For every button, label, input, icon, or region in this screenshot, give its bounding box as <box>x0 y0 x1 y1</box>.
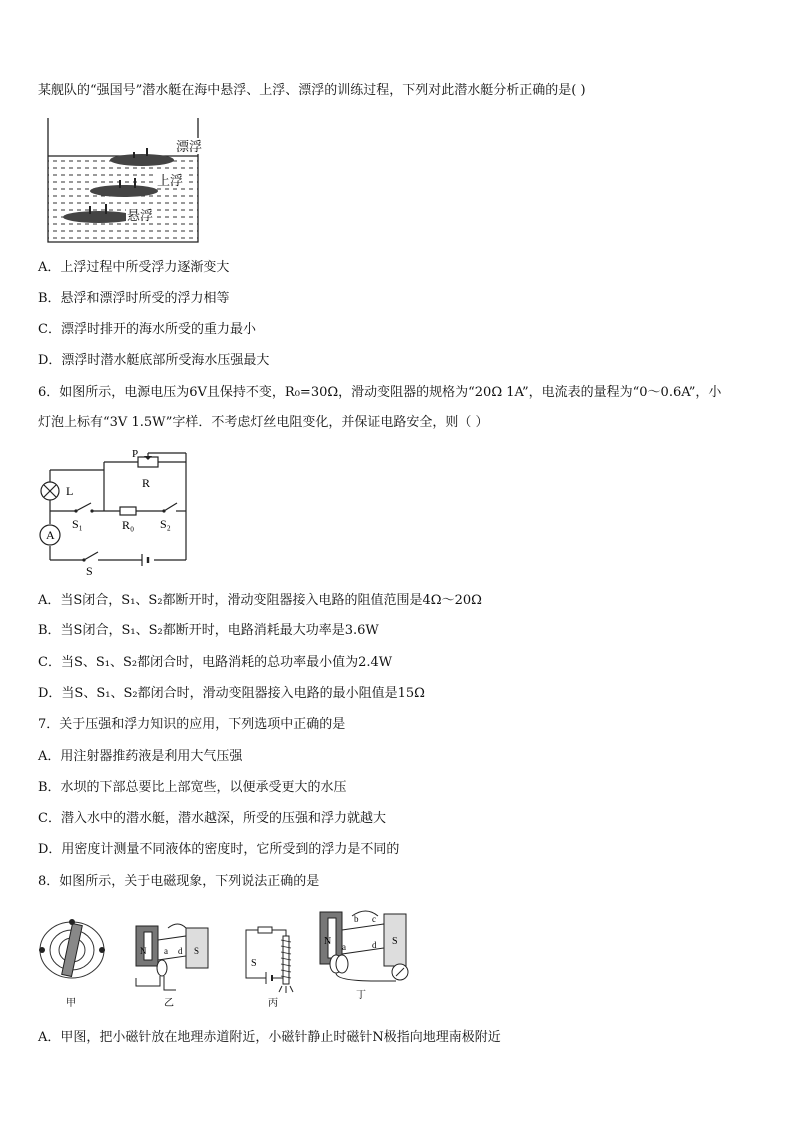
label-ding: 丁 <box>356 990 366 1001</box>
label-bing: 丙 <box>268 998 278 1009</box>
svg-text:d: d <box>372 940 377 950</box>
q7-stem: 7．关于压强和浮力知识的应用，下列选项中正确的是 <box>38 717 346 732</box>
q6-option-d: D．当S、S₁、S₂都闭合时，滑动变阻器接入电路的最小阻值是15Ω <box>38 686 425 701</box>
submarine-suspended <box>63 211 135 223</box>
label-jia: 甲 <box>66 998 76 1009</box>
svg-text:N: N <box>324 936 332 947</box>
svg-text:a: a <box>164 946 168 956</box>
figure-yi <box>136 924 208 1009</box>
circuit-figure <box>36 448 196 578</box>
label-rise: 上浮 <box>157 173 184 188</box>
q5-option-b: B．悬浮和漂浮时所受的浮力相等 <box>38 291 230 306</box>
q6-stem-line2: 灯泡上标有“3V 1.5W”字样．不考虑灯丝电阻变化，并保证电路安全，则（ ） <box>38 415 489 430</box>
label-r: R <box>142 476 151 490</box>
q6-option-b: B．当S闭合，S₁、S₂都断开时，电路消耗最大功率是3.6W <box>38 623 379 638</box>
svg-text:S: S <box>194 946 200 956</box>
svg-text:b: b <box>354 914 359 924</box>
figure-jia <box>39 919 105 1009</box>
svg-text:S: S <box>251 958 257 969</box>
label-a: A <box>46 528 55 542</box>
q6-option-a: A．当S闭合，S₁、S₂都断开时，滑动变阻器接入电路的阻值范围是4Ω～20Ω <box>38 593 482 608</box>
submarine-figure <box>44 116 204 246</box>
switch-s2 <box>164 503 177 511</box>
electromagnetism-figures <box>36 906 416 1014</box>
label-r0: R₀ <box>122 518 135 532</box>
switch-s <box>84 552 98 560</box>
submarine-rising <box>90 185 158 197</box>
q7-option-a: A．用注射器推药液是利用大气压强 <box>38 749 243 764</box>
q6-option-c: C．当S、S₁、S₂都闭合时，电路消耗的总功率最小值为2.4W <box>38 655 393 670</box>
svg-text:N: N <box>140 946 147 956</box>
svg-text:a: a <box>342 942 346 952</box>
q7-option-c: C．潜入水中的潜水艇，潜水越深，所受的压强和浮力就越大 <box>38 811 386 826</box>
figure-bing <box>246 927 293 1009</box>
label-l: L <box>66 484 74 498</box>
q8-option-a: A．甲图，把小磁针放在地理赤道附近，小磁针静止时磁针N极指向地理南极附近 <box>38 1030 501 1045</box>
submarine-floating <box>110 154 174 166</box>
q5-stem: 某舰队的“强国号”潜水艇在海中悬浮、上浮、漂浮的训练过程，下列对此潜水艇分析正确的是( ) <box>38 83 586 98</box>
label-float: 漂浮 <box>176 139 203 154</box>
svg-text:d: d <box>178 946 183 956</box>
q5-option-a: A．上浮过程中所受浮力逐渐变大 <box>38 260 230 275</box>
label-p: P <box>132 448 139 460</box>
svg-text:S: S <box>392 936 398 947</box>
switch-s1 <box>76 503 91 511</box>
svg-text:c: c <box>372 914 376 924</box>
label-s: S <box>86 564 93 578</box>
label-suspend: 悬浮 <box>127 208 154 223</box>
figure-ding <box>320 911 408 1001</box>
q7-option-d: D．用密度计测量不同液体的密度时，它所受到的浮力是不同的 <box>38 842 400 857</box>
q7-option-b: B．水坝的下部总要比上部宽些，以便承受更大的水压 <box>38 780 347 795</box>
label-yi: 乙 <box>164 998 174 1009</box>
q6-stem-line1: 6．如图所示，电源电压为6V且保持不变，R₀=30Ω，滑动变阻器的规格为“20Ω 1A”，电流表的量程为“0～0.6A”，小 <box>38 385 722 400</box>
resistor-r0 <box>120 507 136 515</box>
q8-stem: 8．如图所示，关于电磁现象，下列说法正确的是 <box>38 874 320 889</box>
label-s1: S₁ <box>72 517 83 531</box>
water-body <box>48 156 198 242</box>
q5-option-d: D．漂浮时潜水艇底部所受海水压强最大 <box>38 353 270 368</box>
q5-option-c: C．漂浮时排开的海水所受的重力最小 <box>38 322 256 337</box>
label-s2: S₂ <box>160 517 171 531</box>
